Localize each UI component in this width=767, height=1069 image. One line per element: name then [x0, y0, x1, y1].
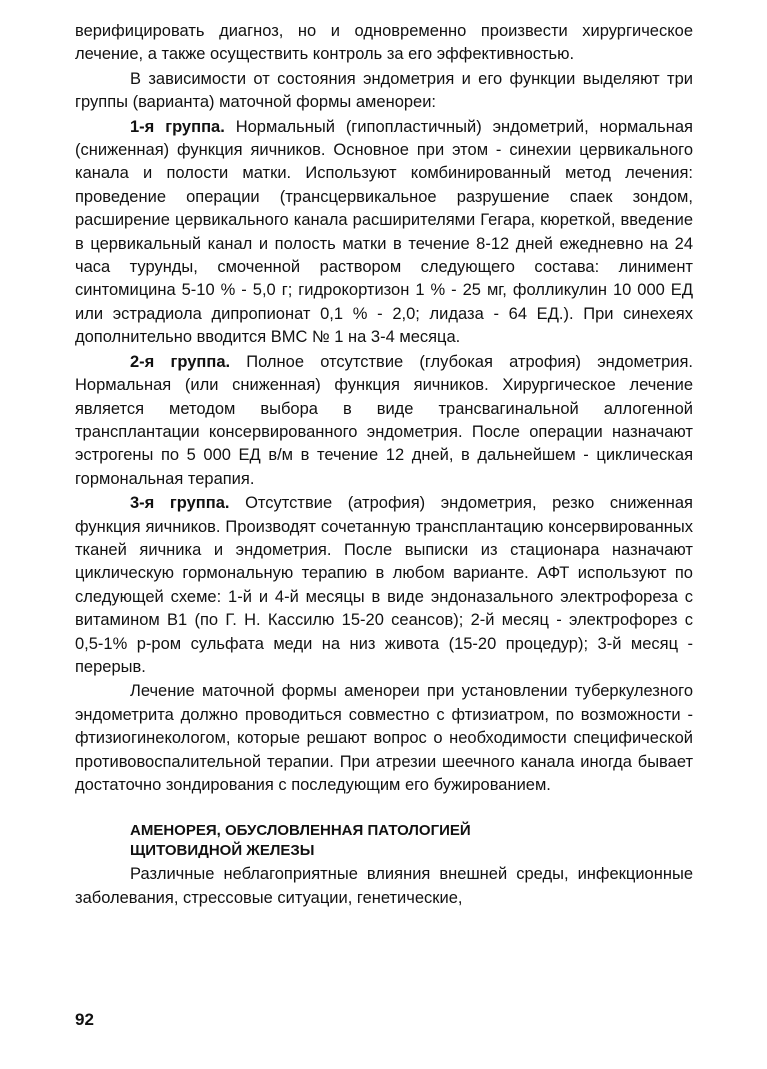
group-3-text: Отсутствие (атрофия) эндометрия, резко сниженная функция яичников. Производят сочетанную трансплантацию консервированных тканей яичника и эндометрия. После выписки из стационара назначают циклическую гормональную терапию в любом варианте. АФТ используют по следующей схеме: 1-й и 4-й месяцы в виде эндоназального электрофореза с витамином В1 (по Г. Н. Кассилю 15-20 сеансов); 2-й месяц - электрофорез с 0,5-1% р-ром сульфата меди на низ живота (15-20 процедур); 3-й месяц - перерыв.	[75, 494, 693, 676]
section-heading-line-2: ЩИТОВИДНОЙ ЖЕЛЕЗЫ	[130, 842, 315, 860]
paragraph-intro-text: верифицировать диагноз, но и одновременно произвести хирургическое лечение, а также осуществить контроль за его эффективностью.	[75, 22, 693, 64]
paragraph-thyroid-intro-text: Различные неблагоприятные влияния внешней среды, инфекционные заболевания, стрессовые ситуации, генетические,	[75, 865, 693, 907]
paragraph-group-1	[75, 116, 693, 350]
paragraph-group-3	[75, 492, 693, 679]
paragraph-groups-overview-text: В зависимости от состояния эндометрия и его функции выделяют три группы (варианта) маточной формы аменореи:	[75, 69, 693, 112]
group-2-label: 2-я группа.	[130, 352, 231, 371]
section-heading	[130, 821, 693, 861]
page-body	[75, 20, 693, 910]
group-3-label: 3-я группа.	[130, 494, 230, 513]
paragraph-group-2	[75, 351, 693, 491]
paragraph-groups-overview	[75, 68, 693, 115]
paragraph-thyroid-intro	[75, 863, 693, 910]
page-number: 92	[75, 1010, 94, 1029]
paragraph-tuberculosis	[75, 680, 693, 797]
group-1-text: Нормальный (гипопластичный) эндометрий, нормальная (сниженная) функция яичников. Основное при этом - синехии цервикального канала и полости матки. Используют комбинированный метод лечения: проведение операции (трансцервикальное разрушение спаек зондом, расширение цервикального канала расширителями Гегара, кюреткой, введение в цервикальный канал и полость матки в течение 8-12 дней ежедневно на 24 часа турунды, смоченной раствором следующего состава: линимент синтомицина 5-10 % - 5,0 г; гидрокортизон 1 % - 25 мг, фолликулин 10 000 ЕД или эстрадиола дипропионат 0,1 % - 2,0; лидаза - 64 ЕД.). При синехеях дополнительно вводится ВМС № 1 на 3-4 месяца.	[75, 117, 693, 347]
group-2-text: Полное отсутствие (глубокая атрофия) эндометрия. Нормальная (или сниженная) функция яичников. Хирургическое лечение является методом выбора в виде трансвагинальной аллогенной трансплантации консервированного эндометрия. После операции назначают эстрогены по 5 000 ЕД в/м в течение 12 дней, в дальнейшем - циклическая гормональная терапия.	[75, 352, 693, 488]
group-1-label: 1-я группа.	[130, 117, 225, 136]
paragraph-intro	[75, 20, 693, 67]
paragraph-tuberculosis-text: Лечение маточной формы аменореи при установлении туберкулезного эндометрита должно проводиться совместно с фтизиатром, по возможности - фтизиогинекологом, которые решают вопрос о необходимости специфической противовоспалительной терапии. При атрезии шеечного канала иногда бывает достаточно зондирования с последующим его бужированием.	[75, 682, 693, 794]
section-heading-line-1: АМЕНОРЕЯ, ОБУСЛОВЛЕННАЯ ПАТОЛОГИЕЙ	[130, 822, 471, 840]
